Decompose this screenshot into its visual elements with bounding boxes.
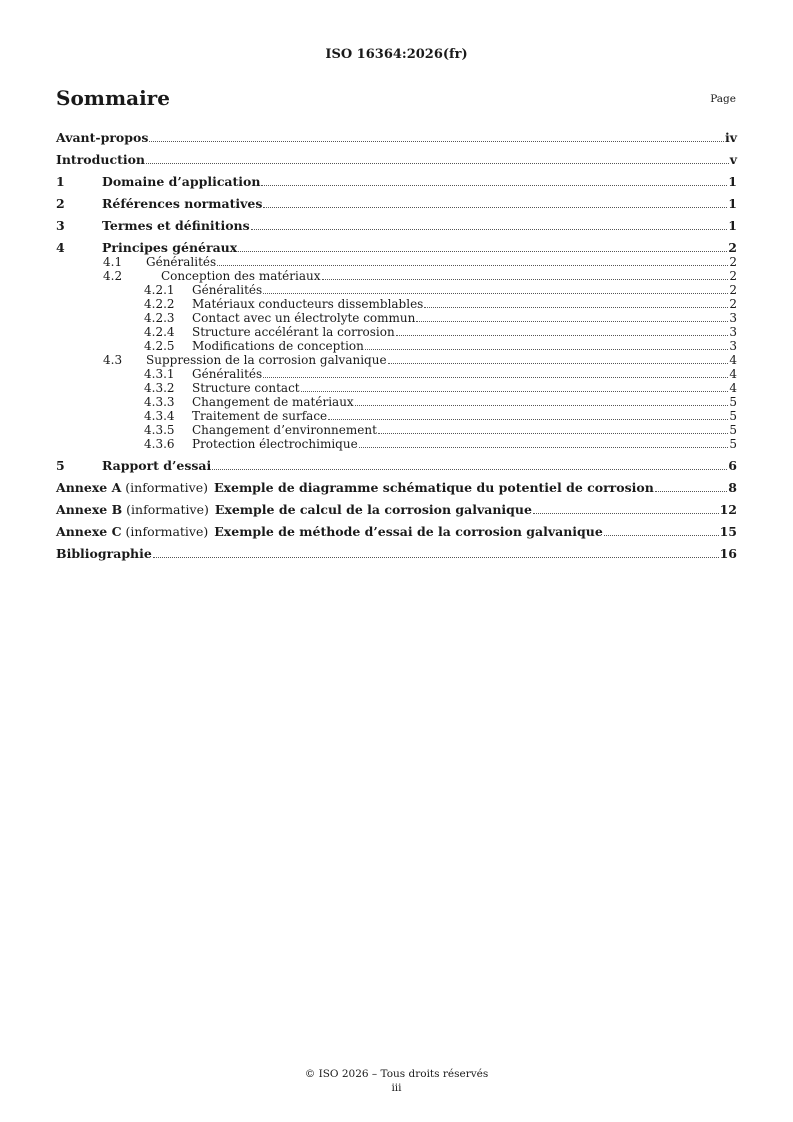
toc-title: Généralités [192, 367, 263, 381]
toc-section-number: 4.2 [103, 269, 123, 283]
toc-page-number: 3 [729, 325, 737, 339]
toc-title: Structure accélérant la corrosion [192, 325, 395, 339]
toc-entry-section-4-2-4[interactable] [56, 325, 737, 339]
toc-page-number: 12 [719, 502, 737, 517]
toc-section-number: 4.3 [103, 353, 123, 367]
toc-leader-dots [263, 377, 728, 378]
toc-title: Principes généraux [102, 240, 238, 255]
toc-section-number: 4.3.3 [144, 395, 175, 409]
toc-page-number: 4 [729, 353, 737, 367]
toc-section-number: 1 [56, 174, 65, 189]
toc-section-number: 4.2.4 [144, 325, 175, 339]
table-of-contents [56, 131, 737, 561]
toc-entry-annex-c[interactable] [56, 525, 737, 539]
toc-section-number: 4.2.1 [144, 283, 175, 297]
toc-leader-dots [365, 349, 728, 350]
toc-annex-label: Annexe A [56, 480, 122, 495]
toc-page-number: iv [724, 130, 737, 145]
toc-leader-dots [212, 469, 727, 470]
toc-leader-dots [217, 265, 728, 266]
toc-section-number: 4.2.2 [144, 297, 175, 311]
toc-entry-section-4-2-5[interactable] [56, 339, 737, 353]
toc-title: Suppression de la corrosion galvanique [146, 353, 387, 367]
toc-leader-dots [322, 279, 729, 280]
toc-title: Références normatives [102, 196, 263, 211]
toc-title: Traitement de surface [192, 409, 328, 423]
toc-entry-section-4-3-3[interactable] [56, 395, 737, 409]
page-title: Sommaire [56, 86, 170, 110]
toc-page-number: 6 [728, 458, 737, 473]
toc-section-number: 4.2.5 [144, 339, 175, 353]
toc-leader-dots [355, 405, 729, 406]
toc-title: Exemple de diagramme schématique du potentiel de corrosion [214, 480, 654, 495]
toc-title: Introduction [56, 152, 146, 167]
toc-title: Modifications de conception [192, 339, 364, 353]
toc-title: Bibliographie [56, 546, 152, 561]
toc-page-number: 5 [729, 395, 737, 409]
toc-title: Domaine d’application [102, 174, 261, 189]
toc-entry-section-4-1[interactable] [56, 255, 737, 269]
toc-page-number: 1 [728, 218, 737, 233]
toc-page-number: 8 [728, 480, 737, 495]
toc-section-number: 3 [56, 218, 65, 233]
toc-entry-section-4-3[interactable] [56, 353, 737, 367]
toc-annex-type: (informative) [125, 524, 209, 539]
toc-section-number: 4 [56, 240, 65, 255]
toc-entry-section-4-2-1[interactable] [56, 283, 737, 297]
toc-section-number: 4.3.6 [144, 437, 175, 451]
toc-page-number: 3 [729, 311, 737, 325]
toc-leader-dots [655, 491, 727, 492]
toc-title: Conception des matériaux [161, 269, 321, 283]
toc-entry-section-4-2[interactable] [56, 269, 737, 283]
toc-page-number: 2 [729, 297, 737, 311]
toc-title: Termes et définitions [102, 218, 250, 233]
toc-title: Rapport d’essai [102, 458, 212, 473]
toc-page-number: 2 [729, 255, 737, 269]
toc-annex-type: (informative) [125, 480, 209, 495]
toc-page-number: 3 [729, 339, 737, 353]
toc-section-number: 4.2.3 [144, 311, 175, 325]
toc-page-number: 2 [729, 283, 737, 297]
document-id-header: ISO 16364:2026(fr) [325, 47, 468, 62]
toc-page-number: 5 [729, 437, 737, 451]
toc-entry-section-4-3-2[interactable] [56, 381, 737, 395]
toc-section-number: 4.3.1 [144, 367, 175, 381]
toc-entry-annex-b[interactable] [56, 503, 737, 517]
toc-entry-section-4-3-6[interactable] [56, 437, 737, 451]
toc-leader-dots [261, 185, 727, 186]
toc-entry-avant-propos[interactable] [56, 131, 737, 145]
toc-title: Exemple de calcul de la corrosion galvanique [214, 502, 532, 517]
toc-page-number: 5 [729, 423, 737, 437]
toc-leader-dots [424, 307, 728, 308]
toc-entry-section-2[interactable] [56, 197, 737, 211]
toc-page-number: 1 [728, 196, 737, 211]
toc-leader-dots [359, 447, 729, 448]
toc-entry-section-1[interactable] [56, 175, 737, 189]
toc-page-number: 15 [719, 524, 737, 539]
toc-leader-dots [146, 163, 729, 164]
toc-leader-dots [328, 419, 728, 420]
toc-entry-section-5[interactable] [56, 459, 737, 473]
toc-title: Généralités [192, 283, 263, 297]
toc-annex-label: Annexe C [56, 524, 122, 539]
toc-title: Matériaux conducteurs dissemblables [192, 297, 424, 311]
toc-leader-dots [604, 535, 719, 536]
toc-entry-section-4-2-2[interactable] [56, 297, 737, 311]
toc-title: Exemple de méthode d’essai de la corrosion galvanique [214, 524, 603, 539]
toc-leader-dots [533, 513, 719, 514]
toc-section-number: 2 [56, 196, 65, 211]
toc-entry-annex-a[interactable] [56, 481, 737, 495]
toc-page-number: 4 [729, 367, 737, 381]
toc-leader-dots [149, 141, 724, 142]
page-column-label: Page [710, 93, 736, 105]
toc-page-number: 5 [729, 409, 737, 423]
toc-entry-section-3[interactable] [56, 219, 737, 233]
toc-leader-dots [396, 335, 729, 336]
toc-entry-section-4-3-4[interactable] [56, 409, 737, 423]
toc-leader-dots [301, 391, 729, 392]
toc-leader-dots [378, 433, 728, 434]
toc-leader-dots [238, 251, 727, 252]
toc-entry-bibliographie[interactable] [56, 547, 737, 561]
toc-entry-section-4-3-1[interactable] [56, 367, 737, 381]
toc-title: Structure contact [192, 381, 300, 395]
toc-leader-dots [153, 557, 719, 558]
toc-annex-type: (informative) [126, 502, 209, 517]
toc-section-number: 4.3.4 [144, 409, 175, 423]
toc-title: Avant-propos [56, 130, 149, 145]
toc-page-number: 1 [728, 174, 737, 189]
toc-leader-dots [388, 363, 729, 364]
toc-annex-label: Annexe B [56, 502, 123, 517]
toc-title: Généralités [146, 255, 217, 269]
toc-entry-section-4-3-5[interactable] [56, 423, 737, 437]
toc-page-number: 16 [719, 546, 737, 561]
toc-leader-dots [263, 207, 727, 208]
toc-page-number: 2 [728, 240, 737, 255]
toc-entry-section-4[interactable] [56, 241, 737, 255]
toc-page-number: 2 [729, 269, 737, 283]
toc-section-number: 4.3.5 [144, 423, 175, 437]
toc-title: Changement d’environnement [192, 423, 377, 437]
toc-leader-dots [251, 229, 728, 230]
toc-leader-dots [263, 293, 728, 294]
toc-title: Protection électrochimique [192, 437, 358, 451]
toc-section-number: 4.3.2 [144, 381, 175, 395]
toc-section-number: 5 [56, 458, 65, 473]
toc-title: Contact avec un électrolyte commun [192, 311, 416, 325]
footer-page-number: iii [391, 1082, 402, 1094]
page-footer [0, 1067, 793, 1095]
toc-title: Changement de matériaux [192, 395, 354, 409]
toc-entry-section-4-2-3[interactable] [56, 311, 737, 325]
toc-page-number: v [729, 152, 737, 167]
toc-section-number: 4.1 [103, 255, 123, 269]
copyright-notice: © ISO 2026 – Tous droits réservés [304, 1068, 489, 1080]
toc-leader-dots [416, 321, 728, 322]
toc-entry-introduction[interactable] [56, 153, 737, 167]
toc-page-number: 4 [729, 381, 737, 395]
